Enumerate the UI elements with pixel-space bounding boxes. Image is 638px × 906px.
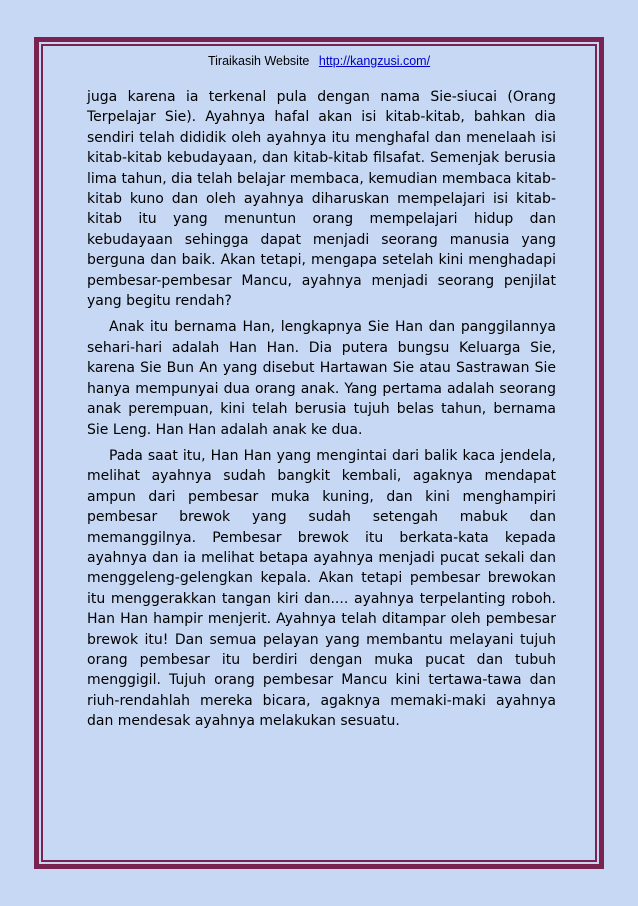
document-body [87, 87, 556, 738]
paragraph-2: Anak itu bernama Han, lengkapnya Sie Han dan panggilannya sehari-hari adalah Han Han. Dia putera bungsu Keluarga Sie, karena Sie Bun An yang disebut Hartawan Sie atau Sastrawan Sie hanya mempunyai dua orang anak. Yang pertama adalah seorang anak perempuan, kini telah berusia tujuh belas tahun, bernama Sie Leng. Han Han adalah anak ke dua. [87, 319, 556, 438]
site-link[interactable]: http://kangzusi.com/ [318, 54, 431, 68]
paragraph-3: Pada saat itu, Han Han yang mengintai dari balik kaca jendela, melihat ayahnya sudah bangkit kembali, agaknya mendapat ampun dari pembesar muka kuning, dan kini menghampiri pembesar brewok yang sudah setengah mabuk dan memanggilnya. Pembesar brewok itu berkata-kata kepada ayahnya dan ia melihat betapa ayahnya menjadi pucat sekali dan menggeleng-gelengkan kepala. Akan tetapi pembesar brewokan itu menggerakkan tangan kiri dan.... ayahnya terpelanting roboh. Han Han hampir menjerit. Ayahnya telah ditampar oleh pembesar brewok itu! Dan semua pelayan yang membantu melayani tujuh orang pembesar itu berdiri dengan muka pucat dan tubuh menggigil. Tujuh orang pembesar Mancu kini tertawa-tawa dan riuh-rendahlah mereka bicara, agaknya memaki-maki ayahnya dan mendesak ayahnya melakukan sesuatu. [87, 447, 556, 730]
page-header [0, 54, 638, 68]
paragraph-1: juga karena ia terkenal pula dengan nama Sie-siucai (Orang Terpelajar Sie). Ayahnya hafal akan isi kitab-kitab, bahkan dia sendiri telah dididik oleh ayahnya itu menghafal dan menelaah isi kitab-kitab kebudayaan, dan kitab-kitab filsafat. Semenjak berusia lima tahun, dia telah belajar membaca, kemudian membaca kitab-kitab kuno dan oleh ayahnya diharuskan mempelajari isi kitab-kitab itu yang menuntun orang mempelajari hidup dan kebudayaan sehingga dapat menjadi seorang manusia yang berguna dan baik. Akan tetapi, mengapa setelah kini menghadapi pembesar-pembesar Mancu, ayahnya menjadi seorang penjilat yang begitu rendah? [87, 89, 556, 310]
site-name: Tiraikasih Website [207, 54, 310, 68]
